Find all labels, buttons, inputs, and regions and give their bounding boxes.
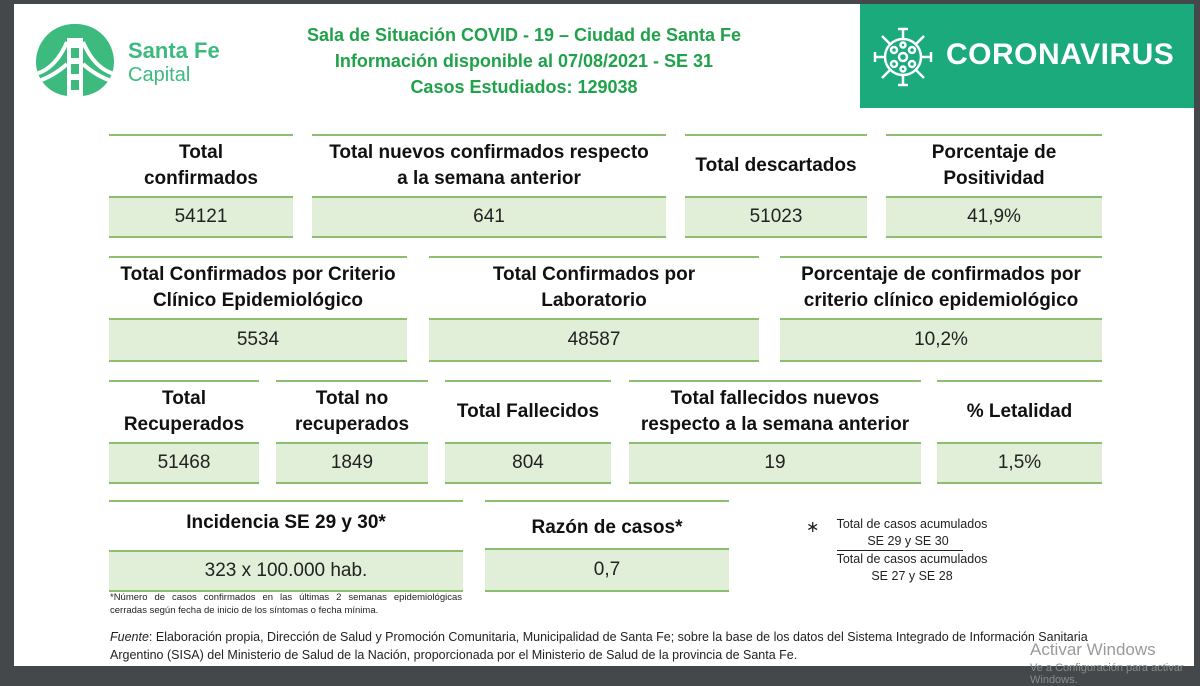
card-label: Porcentaje de confirmados por criterio clínico epidemiológico <box>780 256 1102 318</box>
card-value: 10,2% <box>780 318 1102 362</box>
card-label: Porcentaje de Positividad <box>886 134 1102 196</box>
coronavirus-banner <box>860 4 1194 108</box>
card-letalidad <box>937 380 1102 486</box>
card-label: Incidencia SE 29 y 30* <box>109 500 463 544</box>
card-fallecidos <box>445 380 611 486</box>
card-incidencia <box>109 500 463 592</box>
card-value: 1,5% <box>937 442 1102 484</box>
banner-text: CORONAVIRUS <box>946 38 1175 71</box>
source-text: : Elaboración propia, Dirección de Salud y Promoción Comunitaria, Municipalidad de Santa Fe; sobre la base de los datos del Sistema Integrado de Información Sanitaria Argentino (SISA) del Ministerio de Salud de la Nación, proporcionada por el Ministerio de Salud de la provincia de Santa Fe. <box>110 630 1088 662</box>
card-value: 48587 <box>429 318 759 362</box>
card-value: 1849 <box>276 442 428 484</box>
card-razon-casos <box>485 500 729 592</box>
card-laboratorio <box>429 256 759 362</box>
card-value: 641 <box>312 196 666 238</box>
card-value: 323 x 100.000 hab. <box>109 550 463 592</box>
card-label: Total descartados <box>685 134 867 196</box>
numerator-line-2: SE 29 y SE 30 <box>837 533 962 551</box>
numerator-line-1: Total de casos acumulados <box>836 517 988 531</box>
card-label: Total Confirmados por Laboratorio <box>429 256 759 318</box>
card-label: Total Fallecidos <box>445 380 611 442</box>
windows-activation-subtext: Ve a Configuración para activar Windows. <box>1030 662 1184 686</box>
logo-name: Santa Fe <box>128 38 220 63</box>
incidence-footnote: *Número de casos confirmados en las últimas 2 semanas epidemiológicas cerradas según fecha de inicio de los síntomas o fecha mínima. <box>110 592 462 616</box>
source-prefix: Fuente <box>110 630 149 644</box>
windows-activation-watermark: Activar Windows <box>1030 640 1156 659</box>
santa-fe-capital-logo <box>26 20 226 100</box>
card-total-confirmados <box>109 134 293 238</box>
card-label: Total confirmados <box>109 134 293 196</box>
card-nuevos-confirmados <box>312 134 666 238</box>
card-value: 54121 <box>109 196 293 238</box>
card-value: 804 <box>445 442 611 484</box>
card-label: Total fallecidos nuevos respecto a la semana anterior <box>629 380 921 442</box>
card-label: Total nuevos confirmados respecto a la semana anterior <box>312 134 666 196</box>
source-note <box>110 628 1110 664</box>
card-value: 41,9% <box>886 196 1102 238</box>
card-value: 51468 <box>109 442 259 484</box>
denominator-line-1: Total de casos acumulados <box>836 552 988 566</box>
virus-icon <box>872 26 934 88</box>
card-no-recuperados <box>276 380 428 486</box>
title-line-1: Sala de Situación COVID - 19 – Ciudad de Santa Fe <box>306 25 742 45</box>
card-porcentaje-criterio <box>780 256 1102 362</box>
card-value: 5534 <box>109 318 407 362</box>
logo-sub: Capital <box>128 64 191 86</box>
title-line-3: Casos Estudiados: 129038 <box>410 77 638 97</box>
asterisk: ∗ <box>806 519 820 536</box>
card-criterio-clinico <box>109 256 407 362</box>
card-value: 0,7 <box>485 548 729 592</box>
bridge-icon <box>36 24 114 96</box>
card-recuperados <box>109 380 259 486</box>
card-label: Total Recuperados <box>109 380 259 442</box>
page-title <box>214 22 834 100</box>
card-label: Total no recuperados <box>276 380 428 442</box>
razon-formula <box>800 516 1000 585</box>
card-value: 19 <box>629 442 921 484</box>
report-page <box>14 4 1194 666</box>
card-value: 51023 <box>685 196 867 238</box>
card-label: Razón de casos* <box>485 500 729 554</box>
card-label: Total Confirmados por Criterio Clínico Epidemiológico <box>109 256 407 318</box>
card-label: % Letalidad <box>937 380 1102 442</box>
denominator-line-2: SE 27 y SE 28 <box>871 569 953 583</box>
title-line-2: Información disponible al 07/08/2021 - SE 31 <box>334 51 714 71</box>
card-positividad <box>886 134 1102 238</box>
card-total-descartados <box>685 134 867 238</box>
card-fallecidos-nuevos <box>629 380 921 486</box>
